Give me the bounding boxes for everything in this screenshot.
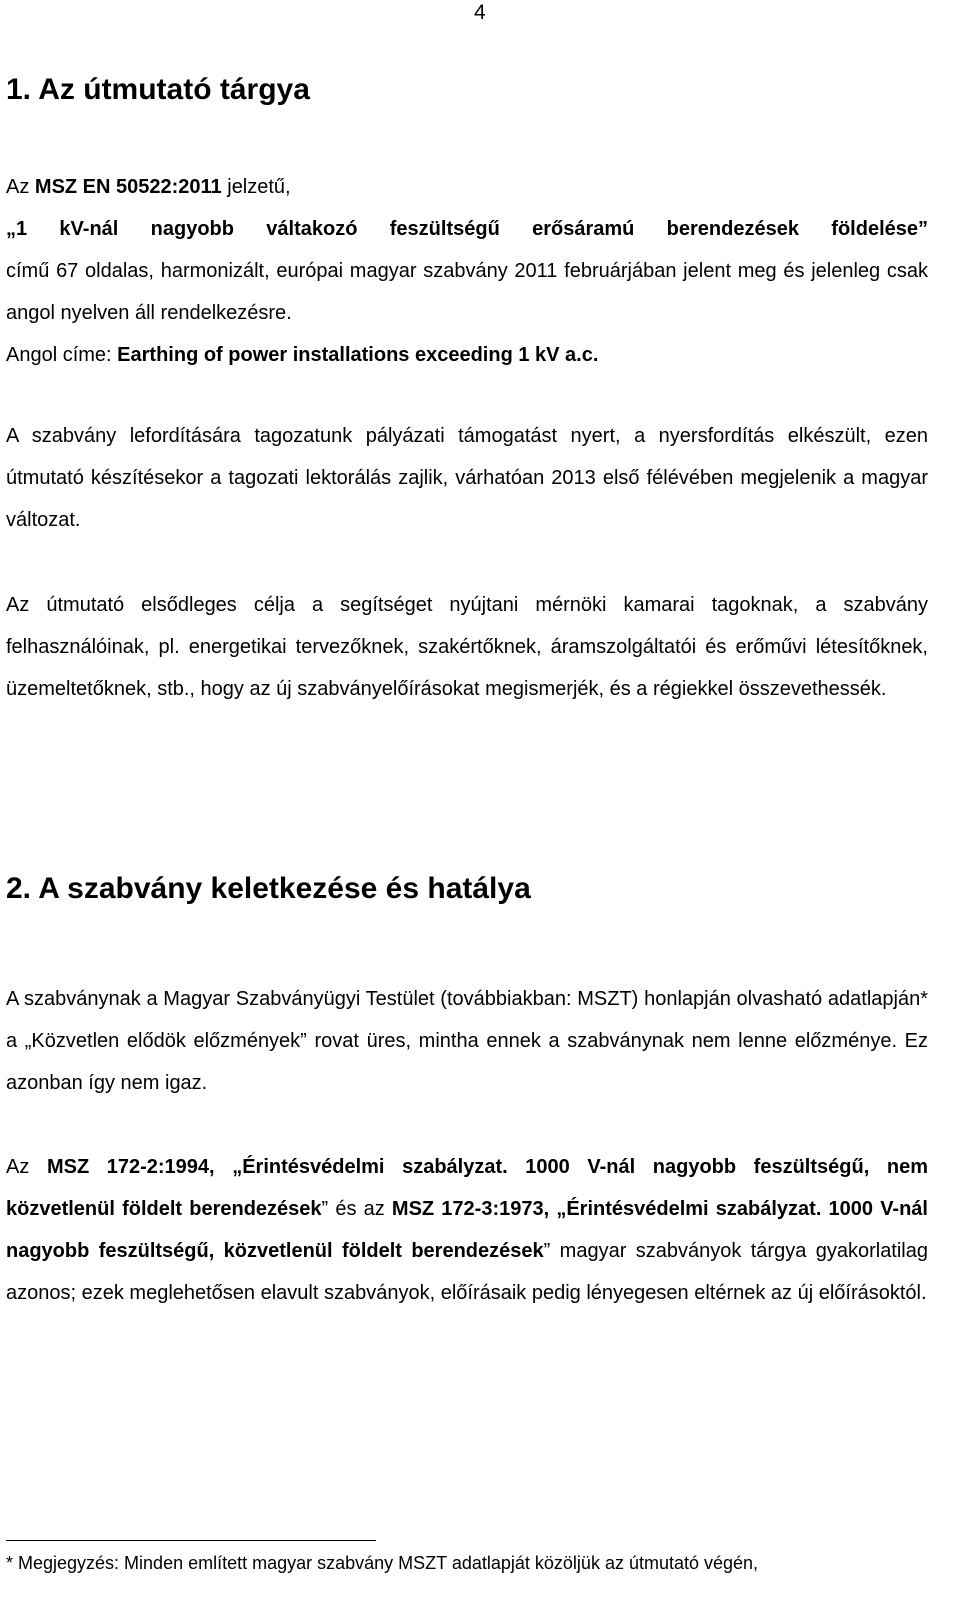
section-1-paragraph-3: Az útmutató elsődleges célja a segítséget nyújtani mérnöki kamarai tagoknak, a szabvány felhasználóinak, pl. energetikai tervezőknek, szakértőknek, áramszolgáltatói és erőművi létesítőknek, üzemeltetőknek, stb., hogy az új szabványelőírásokat megismerjék, és a régiekkel összevethessék. bbox=[6, 594, 928, 700]
text: jelzetű, bbox=[221, 176, 291, 198]
section-1-heading: 1. Az útmutató tárgya bbox=[6, 73, 310, 106]
section-1-paragraph-2: A szabvány lefordítására tagozatunk pályázati támogatást nyert, a nyersfordítás elkészült, ezen útmutató készítésekor a tagozati lektorálás zajlik, várhatóan 2013 első félévében megjelenik a magyar változat. bbox=[6, 425, 928, 531]
section-1-paragraph-1 bbox=[6, 166, 928, 376]
text: ” magyar szabványok tárgya gyakorlatilag azonos; ezek meglehetősen elavult szabványok, előírásaik pedig lényegesen eltérnek az új előírásoktól. bbox=[6, 1240, 928, 1304]
standard-reference-line bbox=[6, 166, 928, 208]
section-2-heading: 2. A szabvány keletkezése és hatálya bbox=[6, 872, 531, 905]
text: Az bbox=[6, 1156, 47, 1178]
standard-msz-172-3: MSZ 172-3:1973, „Érintésvédelmi szabályzat. 1000 V-nál nagyobb feszültségű, közvetlenül földelt berendezések bbox=[6, 1198, 928, 1262]
standard-code: MSZ EN 50522:2011 bbox=[34, 176, 222, 198]
english-title-line bbox=[6, 334, 928, 376]
text: Az bbox=[6, 176, 35, 198]
standard-title-text: „1 kV-nál nagyobb váltakozó feszültségű erősáramú berendezések földelése” bbox=[6, 218, 928, 240]
english-title-label: Angol címe: bbox=[6, 344, 118, 366]
text: ” és az bbox=[321, 1198, 392, 1220]
english-title: Earthing of power installations exceeding 1 kV a.c. bbox=[117, 344, 599, 366]
footnote-divider bbox=[6, 1540, 376, 1541]
section-2-paragraph-2 bbox=[6, 1146, 928, 1314]
standard-description: című 67 oldalas, harmonizált, európai magyar szabvány 2011 februárjában jelent meg és jelenleg csak angol nyelven áll rendelkezésre. bbox=[6, 260, 928, 324]
standard-msz-172-2: MSZ 172-2:1994, „Érintésvédelmi szabályzat. 1000 V-nál nagyobb feszültségű, nem közvetlenül földelt berendezések bbox=[6, 1156, 928, 1220]
section-2-paragraph-1: A szabványnak a Magyar Szabványügyi Testület (továbbiakban: MSZT) honlapján olvasható adatlapján* a „Közvetlen elődök előzmények” rovat üres, mintha ennek a szabványnak nem lenne előzménye. Ez azonban így nem igaz. bbox=[6, 988, 928, 1094]
page-number: 4 bbox=[474, 1, 486, 24]
footnote: * Megjegyzés: Minden említett magyar szabvány MSZT adatlapját közöljük az útmutató végén, bbox=[6, 1553, 759, 1573]
standard-title bbox=[6, 208, 928, 250]
